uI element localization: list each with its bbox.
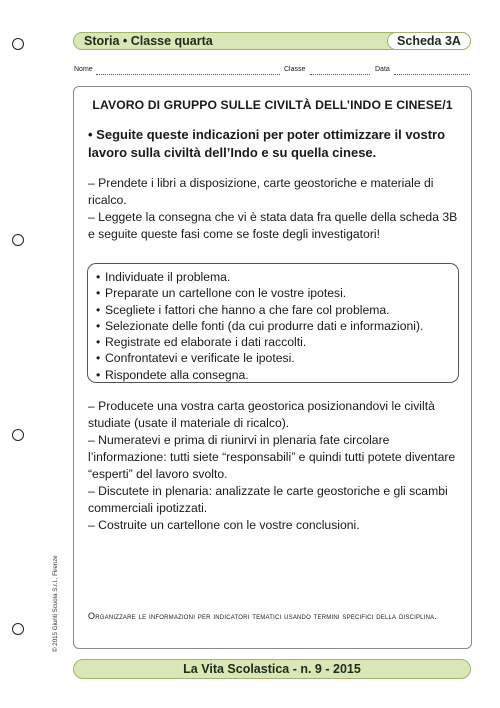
name-field[interactable] [96, 74, 280, 75]
activity-item: – Numeratevi e prima di riunirvi in plenaria fate circolare l’informazione: tutti siete “responsabili” e quindi tutti potete diventare “esperti” del lavoro svolto. [88, 433, 456, 481]
activity-item: – Discutete in plenaria: analizzate le carte geostoriche e gli scambi commerciali ipotizzati. [88, 484, 448, 515]
steps-box [87, 263, 459, 383]
date-label: Data [375, 66, 390, 73]
subject-label: Storia • Classe quarta [84, 34, 213, 48]
binder-hole [12, 623, 24, 635]
step-item: • Confrontatevi e verificate le ipotesi. [96, 350, 450, 366]
step-item: • Preparate un cartellone con le vostre ipotesi. [96, 285, 450, 301]
date-field[interactable] [394, 74, 470, 75]
name-label: Nome [74, 66, 93, 73]
copyright-notice: © 2015 Giunti Scuola S.r.l., Firenze [52, 555, 59, 652]
step-item: • Registrate ed elaborate i dati raccolti. [96, 334, 450, 350]
steps-list [96, 269, 450, 383]
activities-block [88, 398, 462, 534]
header-bar [73, 32, 471, 50]
binder-hole [12, 429, 24, 441]
class-label: Classe [284, 66, 306, 73]
activity-item: – Producete una vostra carta geostorica posizionandovi le civiltà studiate (usate il materiale di ricalco). [88, 399, 435, 430]
step-item: • Scegliete i fattori che hanno a che fare col problema. [96, 302, 450, 318]
intro-text: • Seguite queste indicazioni per poter ottimizzare il vostro lavoro sulla civiltà dell’Indo e su quella cinese. [88, 127, 446, 160]
footnote: Organizzare le informazioni per indicatori tematici usando termini specifici della disciplina. [88, 611, 438, 621]
instruction-item: – Leggete la consegna che vi è stata data fra quelle della scheda 3B e seguite queste fasi come se foste degli investigatori! [88, 210, 458, 241]
step-item: • Rispondete alla consegna. [96, 367, 450, 383]
instruction-item: – Prendete i libri a disposizione, carte geostoriche e materiale di ricalco. [88, 176, 434, 207]
binder-hole [12, 38, 24, 50]
student-fields [74, 66, 470, 78]
worksheet-title: LAVORO DI GRUPPO SULLE CIVILTÀ DELL’INDO E CINESE/1 [92, 98, 453, 112]
step-item: • Selezionate delle fonti (da cui produrre dati e informazioni). [96, 318, 450, 334]
class-field[interactable] [310, 74, 370, 75]
sheet-label: Scheda 3A [387, 32, 471, 50]
footer-bar: La Vita Scolastica - n. 9 - 2015 [73, 659, 471, 679]
activity-item: – Costruite un cartellone con le vostre conclusioni. [88, 518, 360, 532]
step-item: • Individuate il problema. [96, 269, 450, 285]
binder-hole [12, 234, 24, 246]
instructions-block [88, 175, 462, 243]
worksheet-card [73, 86, 472, 649]
